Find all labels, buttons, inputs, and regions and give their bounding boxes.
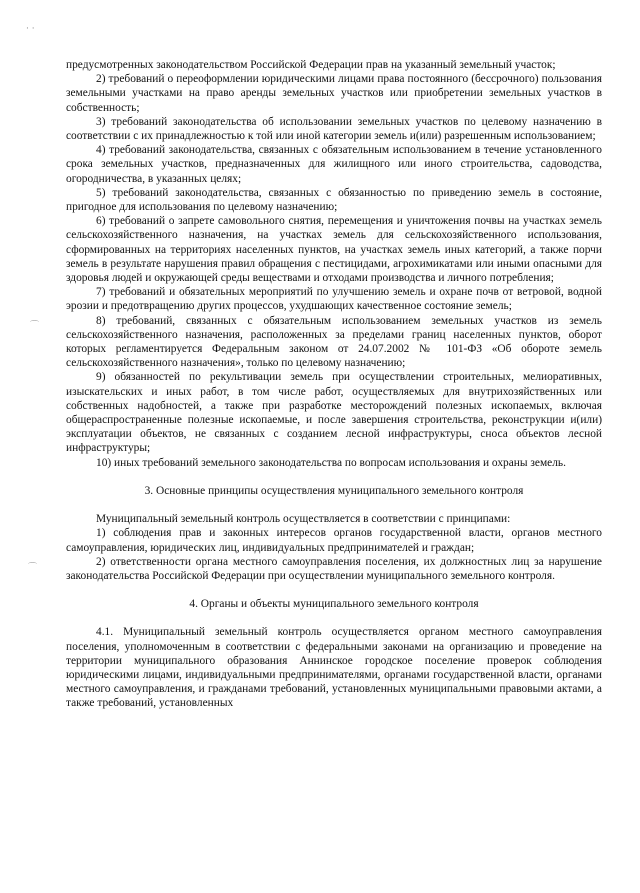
scan-mark: ⌒	[30, 321, 40, 331]
paragraph: 2) ответственности органа местного самоуправления поселения, их должностных лиц за нарушение законодательства Российской Федерации при осуществлении муниципального земельного контроля.	[66, 555, 602, 582]
paragraph: 4) требований законодательства, связанных с обязательным использованием в течение установленного срока земельных участков, предназначенных для жилищного или иного строительства, садоводства, огородничества, в указанных целях;	[66, 144, 602, 185]
paragraph: 6) требований о запрете самовольного снятия, перемещения и уничтожения почвы на участках земель сельскохозяйственного назначения, на участках земель для сельскохозяйственного использования, сформированных на территориях населенных пунктов, на участках земель иных категорий, а также порчи земель в результате нарушения правил обращения с пестицидами, агрохимикатами или иными опасными для здоровья людей и окружающей среды веществами и отходами производства и личного потребления;	[66, 215, 602, 285]
paragraph: 10) иных требований земельного законодательства по вопросам использования и охраны земель.	[96, 456, 566, 469]
paragraph: 7) требований и обязательных мероприятий по улучшению земель и охране почв от ветровой, водной эрозии и предотвращению других процессов, ухудшающих качественное состояние земель;	[66, 286, 602, 313]
paragraph: 8) требований, связанных с обязательным использованием земельных участков из земель сельскохозяйственного назначения, расположенных за пределами границ населенных пунктов, оборот которых регламентируется Федеральным законом от 24.07.2002 № 101-ФЗ «Об обороте земель сельскохозяйственного назначения», только по целевому назначению;	[66, 314, 602, 370]
paragraph: 3) требований законодательства об использовании земельных участков по целевому назначению в соответствии с их принадлежностью к той или иной категории земель и(или) разрешенным использованием;	[66, 115, 602, 143]
paragraphs-top	[66, 58, 602, 470]
paragraph: 1) соблюдения прав и законных интересов органов государственной власти, органов местного самоуправления, юридических лиц, индивидуальных предпринимателей и граждан;	[66, 527, 602, 554]
paragraph: 4.1. Муниципальный земельный контроль осуществляется органом местного самоуправления поселения, уполномоченным в соответствии с федеральными законами на организацию и проведение на территории муниципального образования Аннинское городское поселение проверок соблюдения юридическими лицами, индивидуальными предпринимателями, органами государственной власти, органами местного самоуправления, и гражданами требований, установленных муниципальными правовыми актами, а также требований, установленных	[66, 626, 602, 710]
paragraph: 9) обязанностей по рекультивации земель при осуществлении строительных, мелиоративных, изыскательских и иных работ, в том числе работ, осуществляемых для внутрихозяйственных или собственных надобностей, а также при разработке месторождений полезных ископаемых, включая общераспространенные полезные ископаемые, и после завершения строительства, реконструкции и(или) эксплуатации объектов, не связанных с созданием лесной инфраструктуры, сноса объектов лесной инфраструктуры;	[66, 371, 602, 455]
section-heading: 3. Основные принципы осуществления муниципального земельного контроля	[144, 484, 524, 497]
scan-mark: · ·	[26, 24, 35, 34]
scan-mark: ⌒	[28, 563, 38, 573]
paragraph: предусмотренных законодательством Российской Федерации прав на указанный земельный участок;	[66, 59, 556, 71]
paragraph: 5) требований законодательства, связанных с обязанностью по приведению земель в состояние, пригодное для использования по целевому назначению;	[66, 186, 602, 214]
document-page	[66, 58, 602, 711]
paragraph: Муниципальный земельный контроль осуществляется в соответствии с принципами:	[96, 513, 511, 526]
paragraph: 2) требований о переоформлении юридическими лицами права постоянного (бессрочного) пользования земельными участками на право аренды земельных участков или приобретении земельных участков в собственность;	[66, 73, 602, 114]
section3-body	[66, 512, 602, 583]
section-heading: 4. Органы и объекты муниципального земельного контроля	[189, 598, 479, 611]
section4-body	[66, 625, 602, 710]
